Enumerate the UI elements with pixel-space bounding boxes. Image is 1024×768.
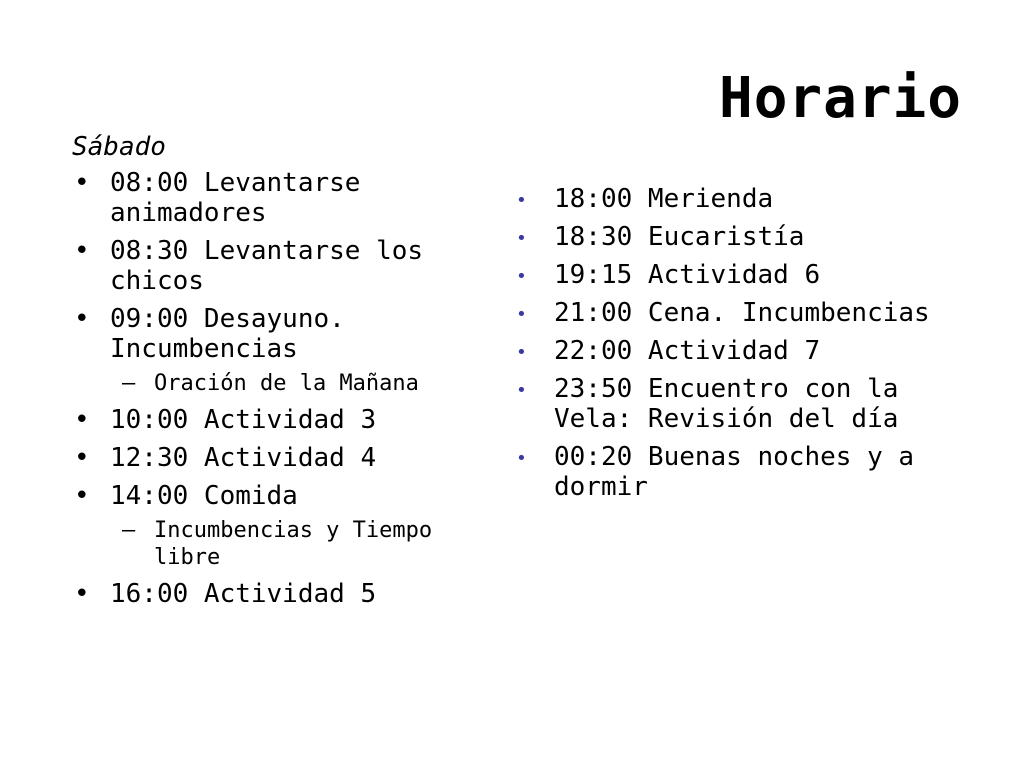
sub-list-item xyxy=(110,517,452,571)
list-item xyxy=(512,260,932,290)
bullet-icon: • xyxy=(516,380,527,401)
list-item-text: 08:00 Levantarse animadores xyxy=(110,168,361,228)
list-item-text: 12:30 Actividad 4 xyxy=(110,443,377,473)
sub-list-item-text: Incumbencias y Tiempo libre xyxy=(154,518,433,570)
bullet-icon: • xyxy=(516,190,527,211)
day-heading: Sábado xyxy=(72,132,166,162)
bullet-icon: • xyxy=(74,236,90,266)
sub-list-item-text: Oración de la Mañana xyxy=(154,371,419,396)
list-item-text: 09:00 Desayuno. Incumbencias xyxy=(110,304,345,364)
list-item xyxy=(72,579,452,609)
sub-list-item xyxy=(110,370,452,397)
list-item xyxy=(512,298,932,328)
bullet-icon: • xyxy=(74,443,90,473)
bullet-icon: • xyxy=(74,304,90,334)
bullet-icon: • xyxy=(516,342,527,363)
sub-list xyxy=(110,517,452,571)
bullet-icon: • xyxy=(516,266,527,287)
left-column xyxy=(72,130,452,617)
list-item-text: 08:30 Levantarse los chicos xyxy=(110,236,424,296)
list-item xyxy=(72,236,452,296)
list-item xyxy=(72,304,452,397)
list-item-text: 19:15 Actividad 6 xyxy=(554,260,821,290)
bullet-icon: • xyxy=(516,304,527,325)
list-item xyxy=(512,184,932,214)
list-item-text: 14:00 Comida xyxy=(110,481,298,511)
list-item xyxy=(72,405,452,435)
dash-icon: – xyxy=(122,371,136,396)
list-item xyxy=(72,168,452,228)
list-item xyxy=(72,481,452,571)
sub-list xyxy=(110,370,452,397)
right-schedule-list xyxy=(512,184,932,502)
list-item-text: 23:50 Encuentro con la Vela: Revisión del día xyxy=(554,374,899,434)
list-item xyxy=(72,443,452,473)
bullet-icon: • xyxy=(74,579,90,609)
list-item xyxy=(512,336,932,366)
list-item-text: 18:30 Eucaristía xyxy=(554,222,805,252)
list-item xyxy=(512,374,932,434)
list-item xyxy=(512,222,932,252)
right-column xyxy=(512,184,932,510)
left-schedule-list xyxy=(72,168,452,609)
bullet-icon: • xyxy=(74,405,90,435)
bullet-icon: • xyxy=(74,481,90,511)
page-title: Horario xyxy=(718,66,962,131)
bullet-icon: • xyxy=(516,228,527,249)
list-item-text: 21:00 Cena. Incumbencias xyxy=(554,298,930,328)
dash-icon: – xyxy=(122,518,136,543)
list-item-text: 18:00 Merienda xyxy=(554,184,774,214)
list-item xyxy=(512,442,932,502)
list-item-text: 22:00 Actividad 7 xyxy=(554,336,821,366)
list-item-text: 16:00 Actividad 5 xyxy=(110,579,377,609)
bullet-icon: • xyxy=(516,448,527,469)
bullet-icon: • xyxy=(74,168,90,198)
list-item-text: 00:20 Buenas noches y a dormir xyxy=(554,442,915,502)
list-item-text: 10:00 Actividad 3 xyxy=(110,405,377,435)
